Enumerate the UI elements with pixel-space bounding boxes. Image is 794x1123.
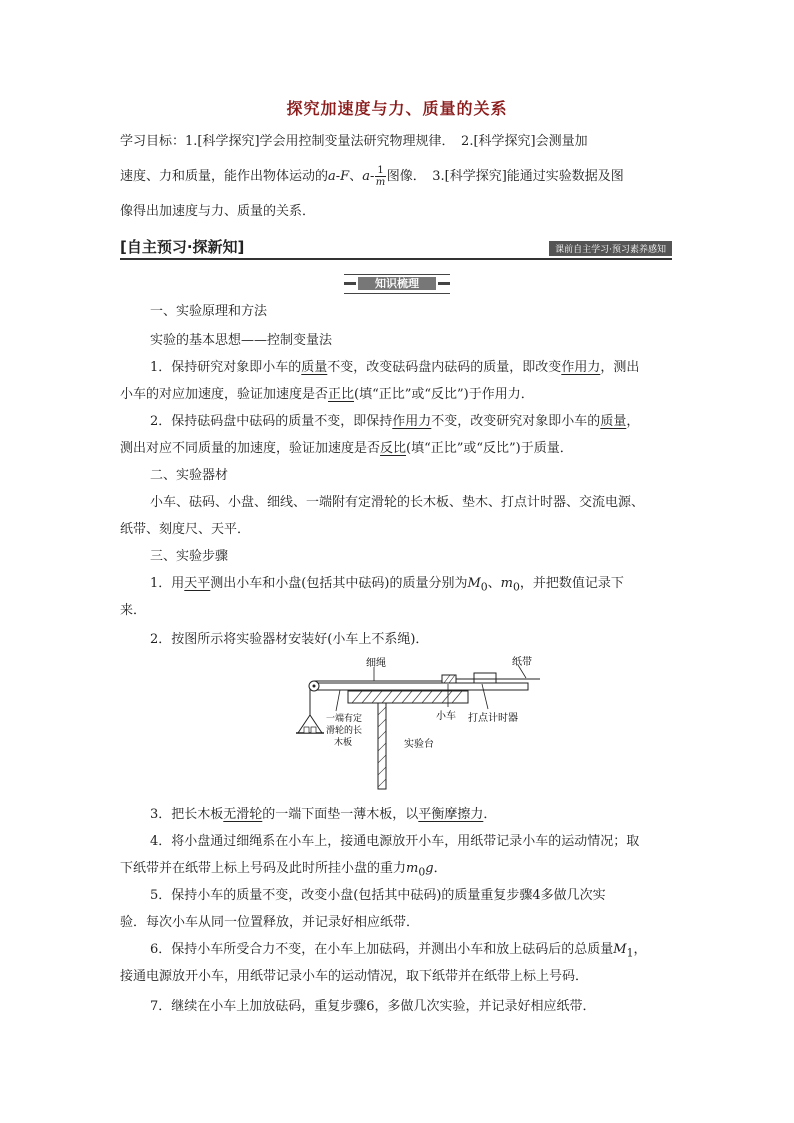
label-table: 实验台 — [404, 739, 434, 750]
section-tag: 课前自主学习·预习素养感知 — [549, 241, 672, 256]
goals-line-3: 像得出加速度与力、质量的关系． — [120, 204, 316, 219]
section-title: [自主预习·探新知] — [120, 238, 245, 256]
label-board-2: 滑轮的长 — [326, 726, 363, 736]
step-1-line-2: 来． — [120, 603, 147, 618]
para-2-line-2: 测出对应不同质量的加速度，验证加速度是否反比(填“正比”或“反比”)于质量． — [120, 441, 573, 456]
equipment-line-1: 小车、砝码、小盘、细线、一端附有定滑轮的长木板、垫木、打点计时器、交流电源、 — [150, 495, 645, 510]
step-4-line-1: 4．将小盘通过细绳系在小车上，接通电源放开小车，用纸带记录小车的运动情况；取 — [150, 834, 640, 849]
formula-a-f: a-F — [328, 169, 350, 184]
step-7: 7．继续在小车上加放砝码，重复步骤6，多做几次实验，并记录好相应纸带． — [150, 999, 596, 1014]
formula-a-inv-m: a- — [362, 169, 375, 184]
table-leg — [378, 703, 386, 789]
para-1-line-1: 1．保持研究对象即小车的质量不变，改变砝码盘内砝码的质量，即改变作用力，测出 — [150, 360, 640, 375]
para-2-line-1: 2．保持砝码盘中砝码的质量不变，即保持作用力不变，改变研究对象即小车的质量， — [150, 414, 640, 429]
heading-equipment: 二、实验器材 — [150, 468, 229, 483]
step-3: 3．把长木板无滑轮的一端下面垫一薄木板，以平衡摩擦力． — [150, 807, 497, 822]
label-cart: 小车 — [436, 711, 456, 722]
label-board-3: 木板 — [334, 738, 353, 748]
goals-line-2: 速度、力和质量，能作出物体运动的a-F、a- $\frac{1}{m}$ 图像． 3.[科学探究]能通过实验数据及图 — [120, 165, 624, 188]
basic-idea: 实验的基本思想——控制变量法 — [150, 333, 333, 348]
heading-principle: 一、实验原理和方法 — [150, 304, 268, 319]
timer — [474, 673, 496, 683]
label-timer: 打点计时器 — [468, 713, 518, 724]
step-5-line-1: 5．保持小车的质量不变，改变小盘(包括其中砝码)的质量重复步骤4多做几次实 — [150, 888, 606, 903]
goals-line-1: 学习目标：1.[科学探究]学会用控制变量法研究物理规律． 2.[科学探究]会测量加 — [120, 134, 588, 149]
heading-steps: 三、实验步骤 — [150, 549, 229, 564]
step-6-line-1: 6．保持小车所受合力不变，在小车上加砝码，并测出小车和放上砝码后的总质量$M_1$， — [150, 942, 647, 960]
step-2: 2．按图所示将实验器材安装好(小车上不系绳)． — [150, 632, 429, 647]
fraction-one-over-m: $\frac{1}{m}$ — [375, 165, 386, 188]
page-title: 探究加速度与力、质量的关系 — [286, 99, 508, 118]
para-1-line-2: 小车的对应加速度，验证加速度是否正比(填“正比”或“反比”)于作用力． — [120, 387, 534, 402]
label-tape: 纸带 — [512, 657, 532, 668]
equipment-line-2: 纸带、刻度尺、天平． — [120, 522, 251, 537]
knowledge-box-label: 知识梳理 — [344, 274, 450, 294]
label-board-1: 一端有定 — [326, 714, 363, 724]
step-4-line-2: 下纸带并在纸带上标上号码及此时所挂小盘的重力$m_0g$． — [120, 861, 447, 879]
step-1-line-1: 1．用天平测出小车和小盘(包括其中砝码)的质量分别为$M_0$、$m_0$，并把数值记录下 — [150, 576, 624, 594]
table-top — [348, 691, 468, 703]
step-6-line-2: 接通电源放开小车，用纸带记录小车的运动情况，取下纸带并在纸带上标上号码． — [120, 969, 589, 984]
hanging-tray — [298, 715, 322, 733]
apparatus-diagram — [290, 655, 550, 795]
step-5-line-2: 验．每次小车从同一位置释放，并记录好相应纸带． — [120, 915, 420, 930]
label-rope: 细绳 — [366, 658, 386, 669]
section-header — [120, 236, 672, 260]
long-board — [314, 683, 528, 690]
